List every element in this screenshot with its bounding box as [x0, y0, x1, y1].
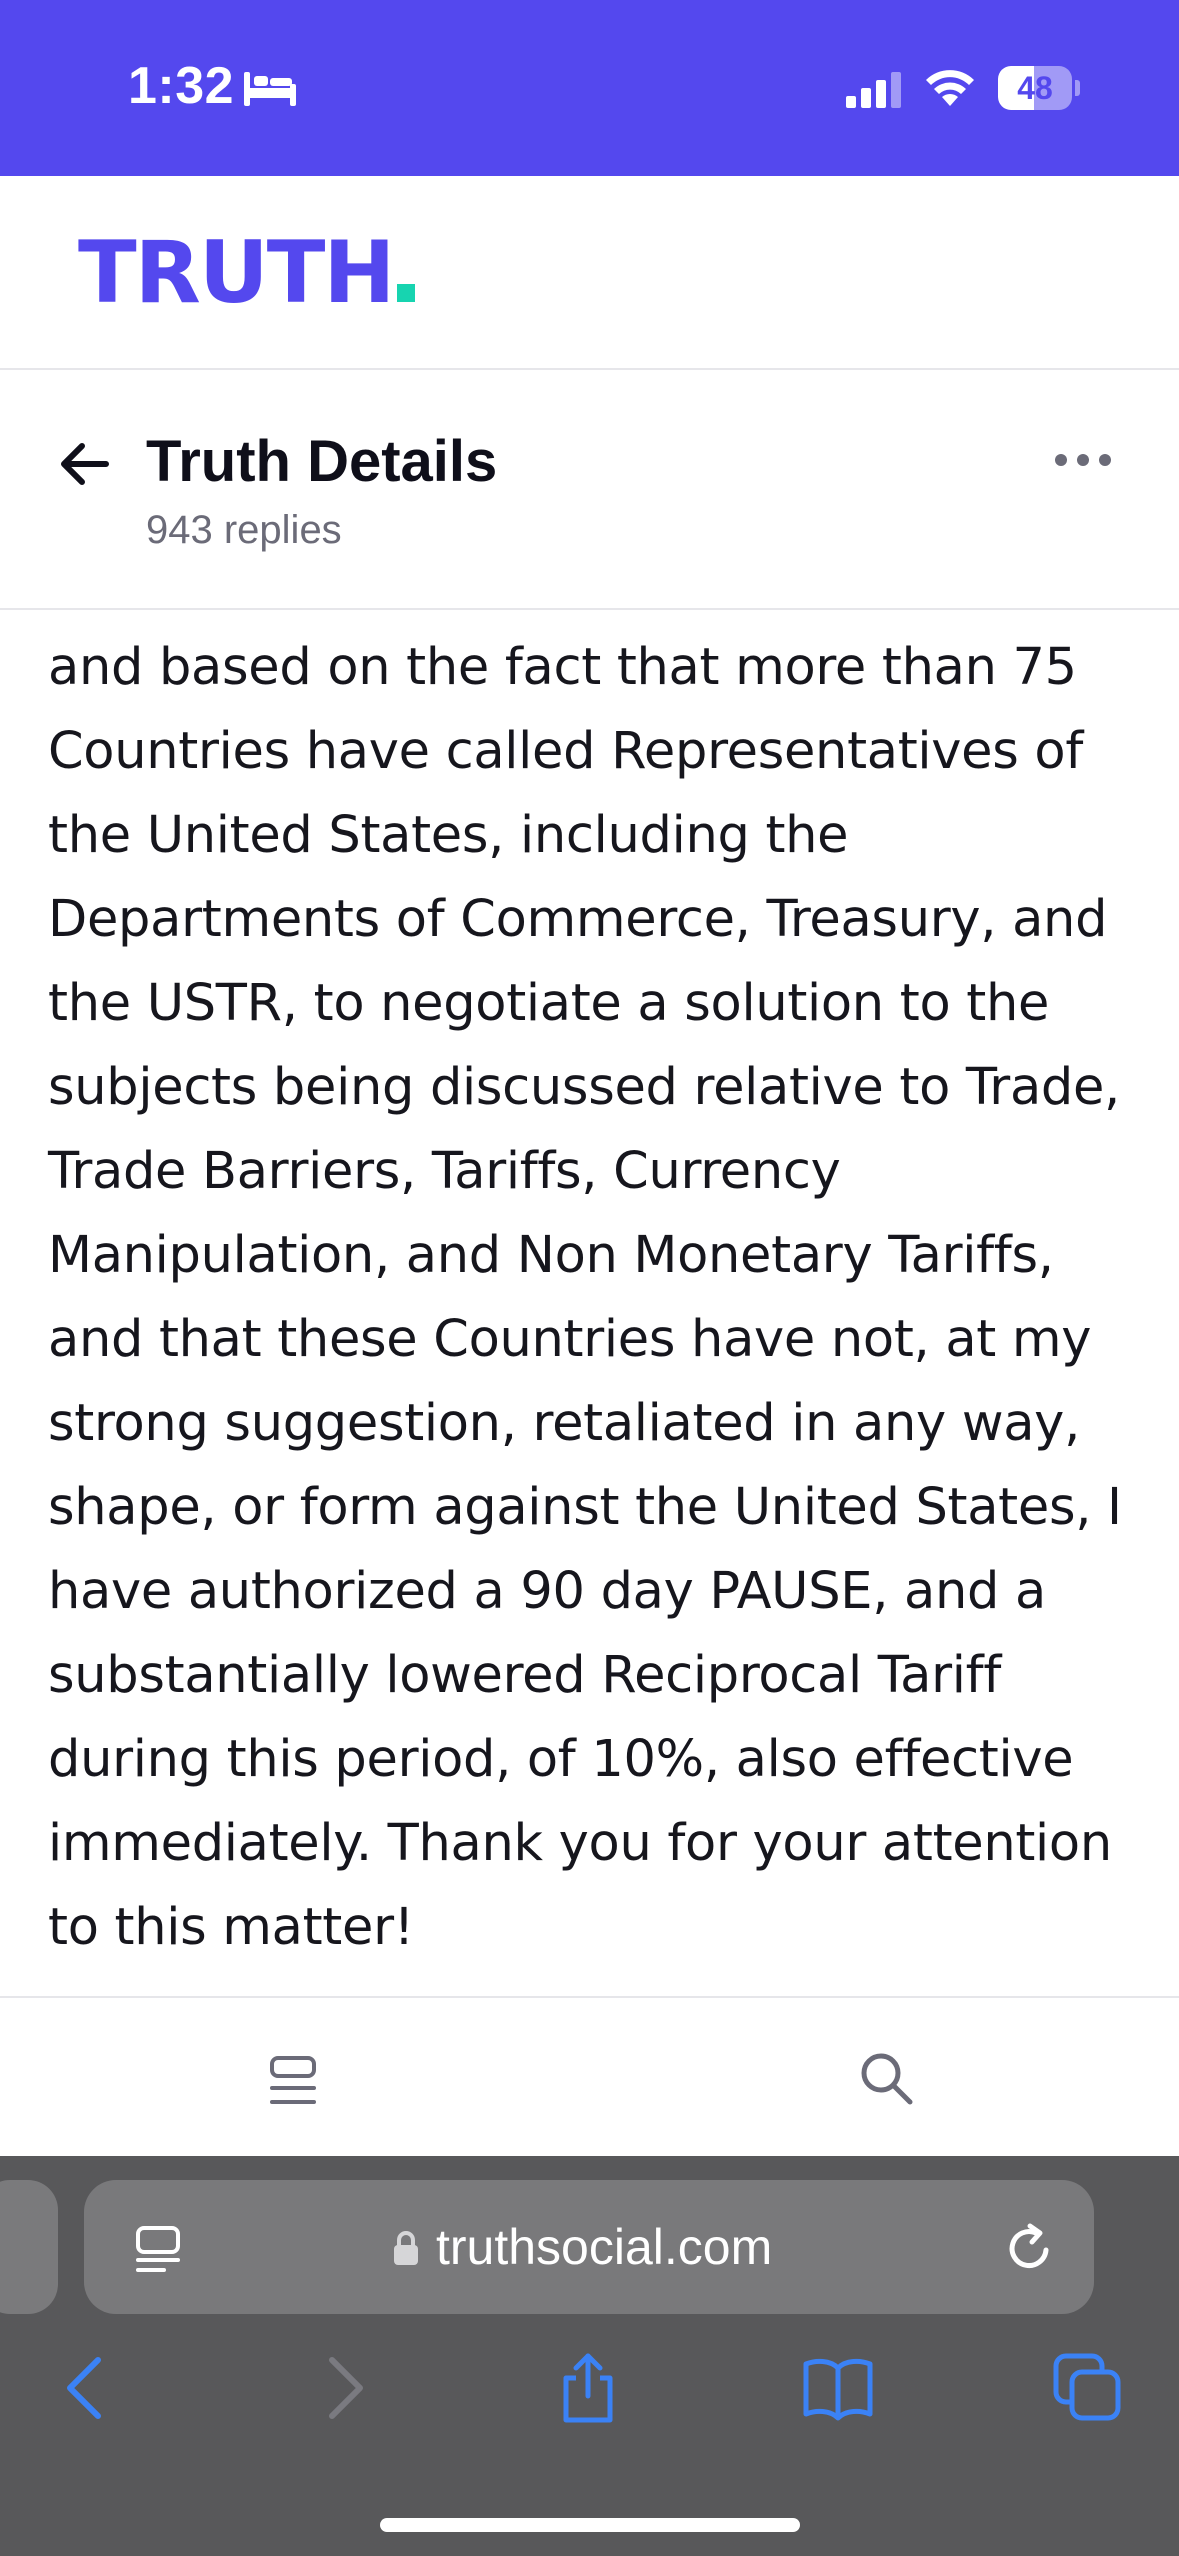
battery-level: 48: [1017, 70, 1053, 106]
back-icon[interactable]: [52, 2352, 124, 2424]
reload-icon[interactable]: [1002, 2220, 1058, 2276]
tabs-icon[interactable]: [134, 2224, 182, 2274]
app-tabbar: [0, 1996, 1179, 2156]
detail-header: [0, 372, 1179, 610]
page-title: Truth Details: [146, 429, 498, 494]
tabs-overview-icon[interactable]: [1052, 2352, 1124, 2424]
search-icon[interactable]: [858, 2050, 914, 2106]
address-bar[interactable]: [84, 2180, 1094, 2314]
more-icon[interactable]: [1052, 448, 1114, 472]
logo-text: TRUTH: [78, 223, 394, 323]
battery-icon: [998, 66, 1080, 110]
signal-icon: [844, 70, 904, 110]
status-time: 1:32: [128, 57, 235, 115]
bookmarks-icon[interactable]: [802, 2352, 874, 2424]
logo-bar: [0, 176, 1179, 370]
feed-icon[interactable]: [268, 2054, 318, 2108]
url-text[interactable]: truthsocial.com: [436, 2219, 773, 2275]
bed-icon: [242, 68, 298, 108]
forward-icon[interactable]: [306, 2352, 378, 2424]
lock-icon: [392, 2230, 420, 2266]
logo-dot: [397, 284, 415, 302]
wifi-icon: [924, 62, 976, 110]
post-body: and based on the fact that more than 75 Countries have called Representatives of the United States, including the Departments of Commerce, Treasury, and the USTR, to negotiate a solution to the subjects being discussed relative to Trade, Trade Barriers, Tariffs, Currency Manipulation, and Non Monetary Tariffs, and that these Countries have not, at my strong suggestion, retaliated in any way, shape, or form against the United States, I have authorized a 90 day PAUSE, and a substantially lowered Reciprocal Tariff during this period, of 10%, also effective immediately. Thank you for your attention to this matter!: [48, 638, 1122, 1957]
safari-toolbar: [0, 2156, 1179, 2556]
truth-logo[interactable]: [78, 223, 415, 323]
share-icon[interactable]: [552, 2352, 624, 2424]
replies-count: 943 replies: [146, 508, 342, 552]
previous-tab-pill[interactable]: [0, 2180, 58, 2314]
back-arrow-icon[interactable]: [54, 434, 114, 494]
status-bar: [0, 0, 1179, 176]
home-indicator: [380, 2518, 800, 2532]
